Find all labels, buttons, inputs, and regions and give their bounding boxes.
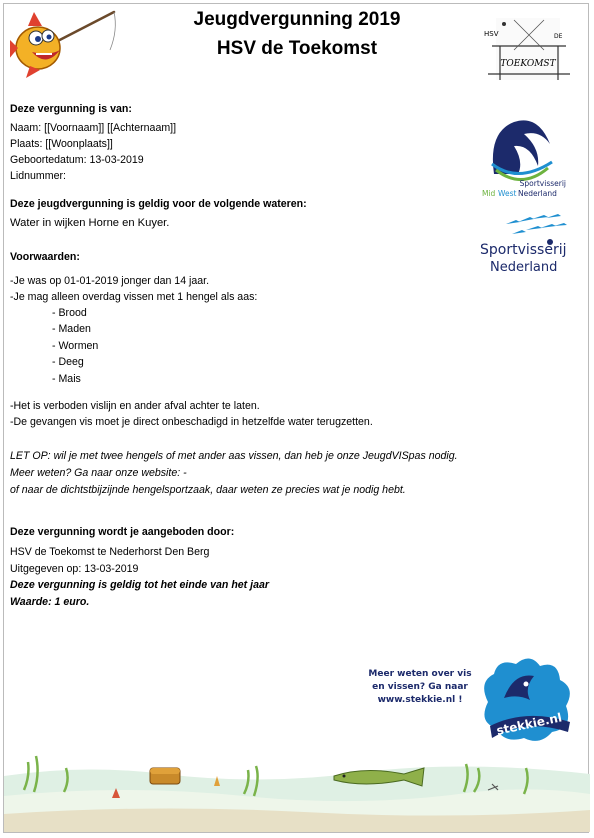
issuer-club: HSV de Toekomst te Nederhorst Den Berg [10, 546, 210, 558]
owner-birthdate: Geboortedatum: 13-03-2019 [10, 154, 144, 166]
sportvisserij-nederland-logo [476, 210, 576, 280]
bait-item: - Mais [52, 373, 81, 385]
condition-release: -De gevangen vis moet je direct onbeschadigd in hetzelfde water terugzetten. [10, 416, 373, 428]
note-line-3: of naar de dichtstbijzijnde hengelsportzaak, daar weten ze precies wat je nodig hebt. [10, 484, 406, 496]
bait-item: - Maden [52, 323, 91, 335]
note-line-2: Meer weten? Ga naar onze website: - [10, 467, 187, 479]
bait-item: - Wormen [52, 340, 99, 352]
validity-text: Deze vergunning is geldig tot het einde van het jaar [10, 579, 270, 591]
value-text: Waarde: 1 euro. [10, 596, 90, 608]
owner-member-number: Lidnummer: [10, 170, 66, 182]
condition-age: -Je was op 01-01-2019 jonger dan 14 jaar. [10, 275, 210, 287]
stekkie-badge-logo [474, 652, 580, 748]
license-title: Jeugdvergunning 2019 [193, 9, 401, 30]
condition-litter: -Het is verboden vislijn en ander afval achter te laten. [10, 400, 260, 412]
stekkie-promo-line-3: www.stekkie.nl ! [377, 695, 463, 705]
svg-text:Sportvisserij: Sportvisserij [519, 179, 566, 188]
bait-item: - Brood [52, 307, 87, 319]
owner-place: Plaats: [[Woonplaats]] [10, 138, 113, 150]
waters-heading: Deze jeugdvergunning is geldig voor de volgende wateren: [10, 198, 307, 210]
stekkie-promo-text [364, 668, 476, 707]
stekkie-promo-line-2: en vissen? Ga naar [372, 682, 468, 692]
issuer-heading: Deze vergunning wordt je aangeboden door: [10, 526, 235, 538]
svg-text:HSV: HSV [484, 30, 499, 38]
svg-text:Nederland: Nederland [490, 260, 558, 275]
svg-text:TOEKOMST: TOEKOMST [500, 59, 556, 69]
conditions-heading: Voorwaarden: [10, 251, 80, 263]
owner-heading: Deze vergunning is van: [10, 103, 132, 115]
issued-date: Uitgegeven op: 13-03-2019 [10, 563, 139, 575]
svg-text:Mid: Mid [482, 189, 496, 198]
svg-text:Sportvisserij: Sportvisserij [480, 242, 567, 258]
svg-text:DE: DE [554, 33, 563, 40]
club-logo [474, 10, 584, 86]
stekkie-promo-line-1: Meer weten over vis [368, 669, 472, 679]
owner-name: Naam: [[Voornaam]] [[Achternaam]] [10, 122, 177, 134]
note-line-1: LET OP: wil je met twee hengels of met ander aas vissen, dan heb je onze JeugdVISpas nodig. [10, 450, 458, 462]
svg-text:Nederland: Nederland [518, 189, 557, 198]
svg-text:West: West [498, 189, 517, 198]
condition-daytime: -Je mag alleen overdag vissen met 1 hengel als aas: [10, 291, 258, 303]
midwest-nederland-logo [478, 104, 568, 200]
bottom-water-scene [4, 746, 590, 832]
club-title: HSV de Toekomst [216, 38, 378, 59]
bait-item: - Deeg [52, 356, 84, 368]
waters-text: Water in wijken Horne en Kuyer. [10, 217, 170, 229]
svg-text:stekkie.nl: stekkie.nl [495, 710, 564, 738]
